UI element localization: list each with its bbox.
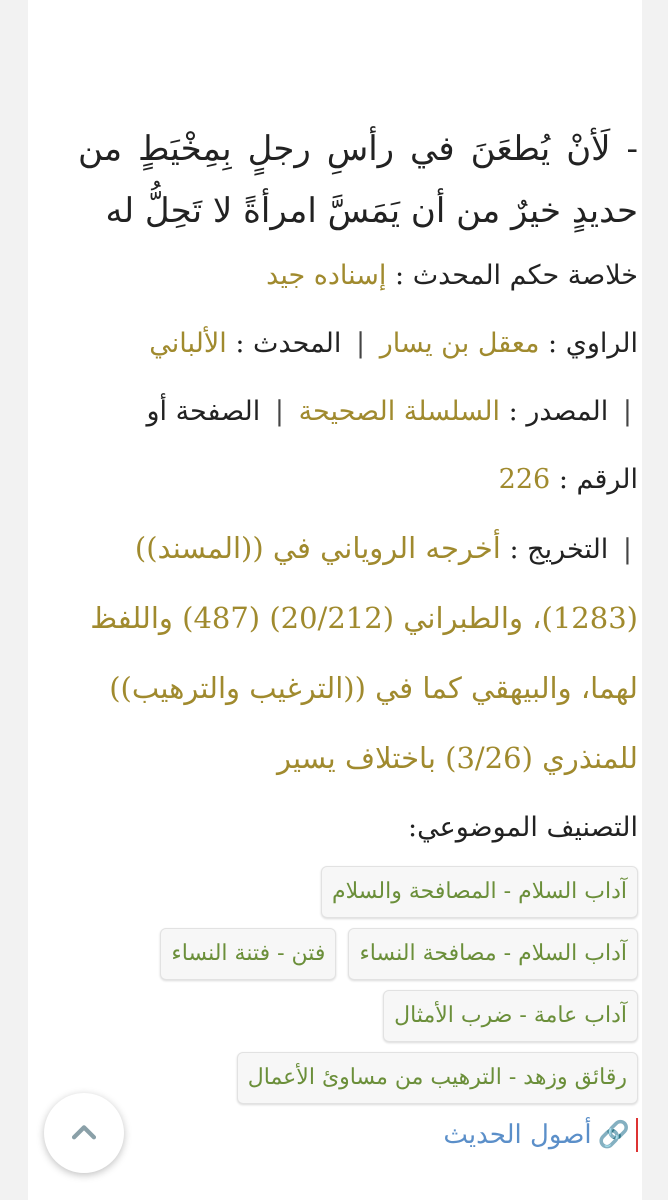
separator: | [274, 396, 284, 427]
usul-link[interactable] [78, 1118, 638, 1152]
red-marker [636, 1118, 638, 1152]
source-line [78, 378, 638, 514]
takhrij-line [78, 514, 638, 794]
source-value[interactable]: السلسلة الصحيحة [298, 396, 501, 427]
categories-section [78, 794, 638, 862]
takhrij-label: التخريج : [509, 534, 609, 565]
narrator-label: الراوي : [548, 328, 638, 359]
hadith-content [78, 118, 638, 1152]
source-label: المصدر : [508, 396, 609, 427]
separator: | [622, 534, 632, 565]
category-chip[interactable]: آداب السلام - المصافحة والسلام [321, 866, 638, 918]
page-label: الصفحة أو الرقم : [146, 396, 638, 495]
category-chip[interactable]: آداب السلام - مصافحة النساء [348, 928, 638, 980]
narrator-line [78, 310, 638, 378]
scroll-top-button[interactable] [44, 1093, 124, 1173]
link-icon: 🔗 [597, 1120, 630, 1150]
ruling-value: إسناده جيد [266, 260, 387, 291]
category-chip[interactable]: آداب عامة - ضرب الأمثال [383, 990, 638, 1042]
hadith-text: - لَأنْ يُطعَنَ في رأسِ رجلٍ بِمِخْيَطٍ من حديدٍ خيرٌ من أن يَمَسَّ امرأةً لا تَحِلُّ له [78, 129, 638, 231]
narrator-value[interactable]: معقل بن يسار [379, 328, 540, 359]
separator: | [622, 396, 632, 427]
chevron-up-icon [67, 1116, 101, 1150]
category-chip[interactable]: فتن - فتنة النساء [160, 928, 336, 980]
ruling-label: خلاصة حكم المحدث : [395, 260, 638, 291]
category-chip[interactable]: رقائق وزهد - الترهيب من مساوئ الأعمال [237, 1052, 638, 1104]
ruling-line [78, 242, 638, 310]
takhrij-value: أخرجه الروياني في ((المسند)) (1283)، والطبراني (20/212) (487) واللفظ لهما، والبيهقي كما في ((الترغيب والترهيب)) للمنذري (3/26) باختلاف يسير [90, 531, 638, 775]
muhaddith-value[interactable]: الألباني [149, 328, 227, 359]
categories-list [78, 866, 638, 1104]
separator: | [356, 328, 366, 359]
categories-label: التصنيف الموضوعي: [408, 812, 638, 843]
page-value: 226 [498, 464, 551, 495]
muhaddith-label: المحدث : [235, 328, 342, 359]
usul-label: أصول الحديث [443, 1120, 592, 1150]
